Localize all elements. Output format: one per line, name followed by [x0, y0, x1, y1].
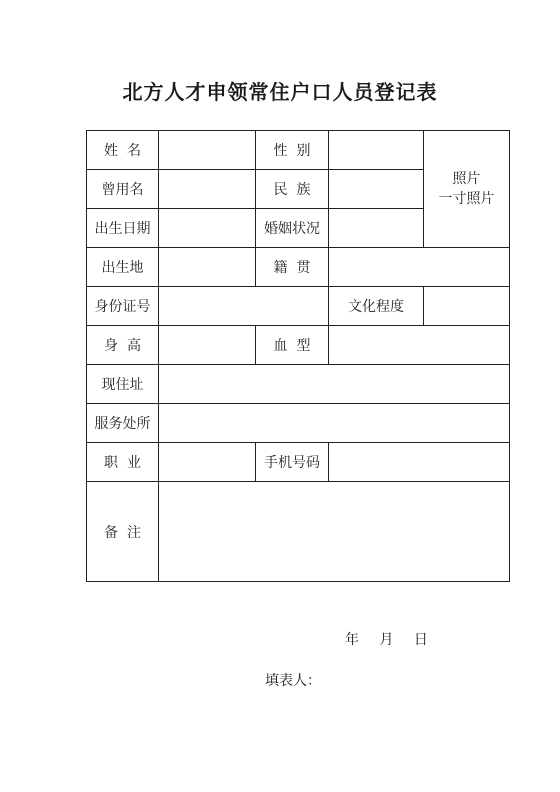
height-field[interactable] [159, 326, 256, 365]
form-row [87, 365, 510, 404]
gender-label: 性 别 [256, 131, 329, 170]
form-row [87, 404, 510, 443]
education-label: 文化程度 [329, 287, 424, 326]
date-line [345, 629, 443, 649]
name-label: 姓 名 [87, 131, 159, 170]
blood-type-label: 血 型 [256, 326, 329, 365]
form-row [87, 287, 510, 326]
form-row [87, 248, 510, 287]
current-address-label: 现住址 [87, 365, 159, 404]
photo-box[interactable] [424, 131, 510, 248]
ethnicity-field[interactable] [329, 170, 424, 209]
ethnicity-label: 民 族 [256, 170, 329, 209]
occupation-label: 职 业 [87, 443, 159, 482]
month-label: 月 [379, 632, 395, 648]
form-row [87, 131, 510, 170]
native-place-field[interactable] [329, 248, 510, 287]
marital-status-field[interactable] [329, 209, 424, 248]
form-row [87, 482, 510, 582]
workplace-label: 服务处所 [87, 404, 159, 443]
marital-status-label: 婚姻状况 [256, 209, 329, 248]
form-row [87, 443, 510, 482]
mobile-field[interactable] [329, 443, 510, 482]
id-number-label: 身份证号 [87, 287, 159, 326]
blood-type-field[interactable] [329, 326, 510, 365]
birthplace-field[interactable] [159, 248, 256, 287]
height-label: 身 高 [87, 326, 159, 365]
page-title: 北方人才申领常住户口人员登记表 [122, 80, 438, 104]
occupation-field[interactable] [159, 443, 256, 482]
current-address-field[interactable] [159, 365, 510, 404]
native-place-label: 籍 贯 [256, 248, 329, 287]
birth-date-field[interactable] [159, 209, 256, 248]
birthplace-label: 出生地 [87, 248, 159, 287]
former-name-field[interactable] [159, 170, 256, 209]
form-row [87, 326, 510, 365]
gender-field[interactable] [329, 131, 424, 170]
id-number-field[interactable] [159, 287, 329, 326]
filler-label: 填表人： [265, 673, 321, 689]
day-label: 日 [413, 632, 429, 648]
remarks-field[interactable] [159, 482, 510, 582]
remarks-label: 备 注 [87, 482, 159, 582]
birth-date-label: 出生日期 [87, 209, 159, 248]
workplace-field[interactable] [159, 404, 510, 443]
mobile-label: 手机号码 [256, 443, 329, 482]
registration-form [86, 130, 510, 582]
photo-size-label: 一寸照片 [438, 191, 495, 207]
former-name-label: 曾用名 [87, 170, 159, 209]
year-label: 年 [345, 632, 360, 648]
education-field[interactable] [424, 287, 510, 326]
name-field[interactable] [159, 131, 256, 170]
photo-label: 照片 [452, 171, 481, 187]
